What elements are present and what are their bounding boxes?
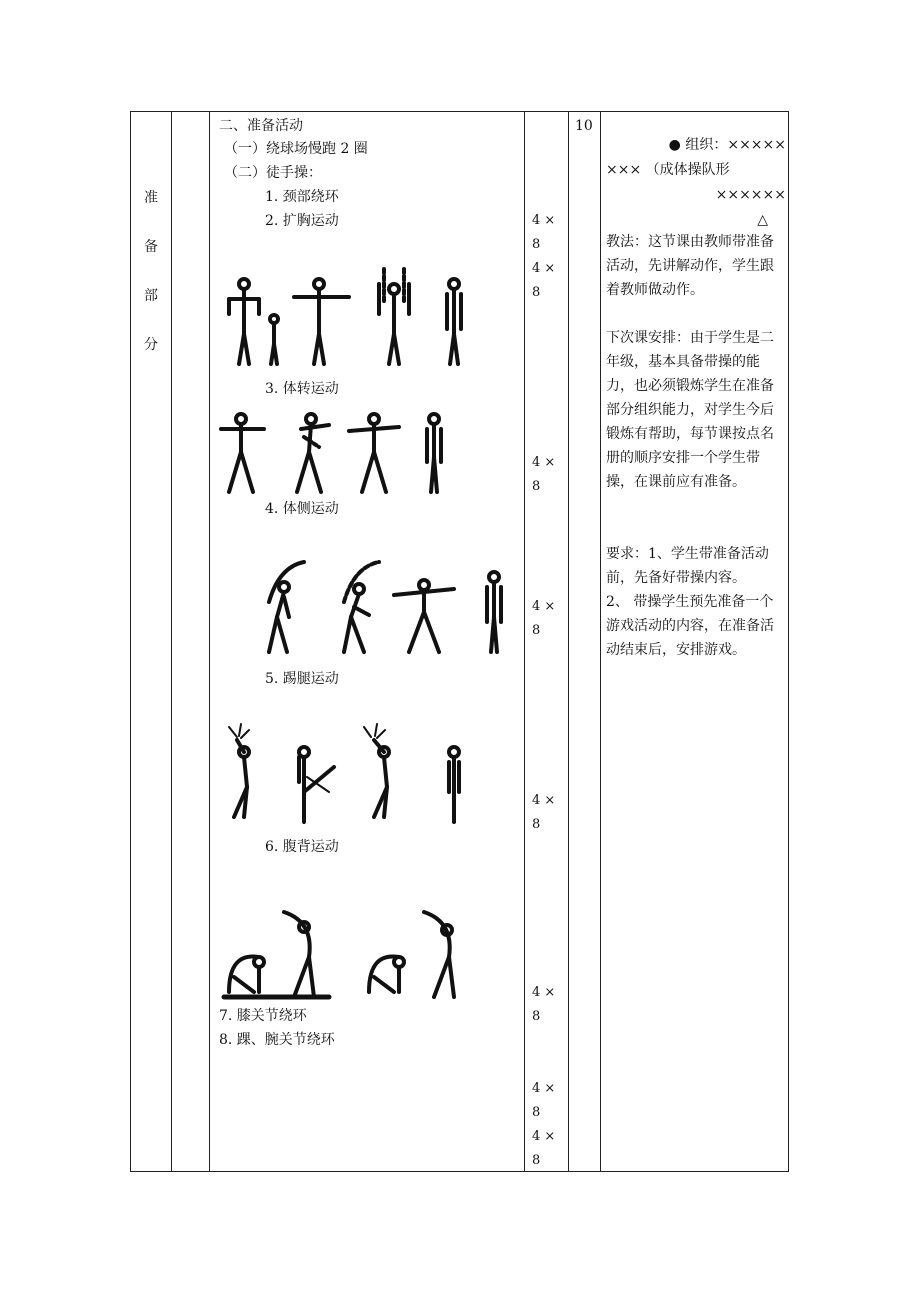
count-label [532,1125,568,1173]
jog-item: （一）绕球场慢跑 2 圈 [224,141,368,157]
teacher-symbol: △ [757,212,768,228]
count-value: 4 × [532,985,556,1000]
count-value: 8 [532,817,541,832]
count-value: 8 [532,479,541,494]
next-lesson-note: 下次课安排：由于学生是二年级，基本具备带操的能力，也必须锻炼学生在准备部分组织能力，对学生今后锻炼有帮助，每节课按点名册的顺序安排一个学生带操，在课前应有准备。 [606,330,774,490]
requirement-note: 2、 带操学生预先准备一个游戏活动的内容，在准备活动结束后，安排游戏。 [606,594,774,658]
organization-line: ×××××× [715,187,786,203]
organization-line: ××× （成体操队形 [606,162,730,178]
section-label-char: 部 [144,288,158,304]
chest-expansion-figures [219,264,469,374]
exercise-item: 8. 踝、腕关节绕环 [219,1032,335,1048]
requirement-note: 要求：1、学生带准备活动前，先备好带操内容。 [606,546,769,586]
teaching-method-note: 教法：这节课由教师带准备活动，先讲解动作，学生跟着教师做动作。 [606,234,774,298]
column-divider [568,112,569,1171]
exercise-item: 6. 腹背运动 [265,839,339,855]
column-divider [209,112,210,1171]
count-value: 8 [532,1009,541,1024]
activity-title: 二、准备活动 [219,118,303,134]
exercise-item: 3. 体转运动 [265,381,339,397]
time-minutes: 10 [575,118,593,134]
organization-line: ● 组织：××××× [668,137,786,153]
column-divider [524,112,525,1171]
count-value: 4 × [532,599,556,614]
exercise-item: 7. 膝关节绕环 [219,1008,307,1024]
count-label [532,209,568,257]
leg-kick-figures [219,722,469,832]
exercise-item: 2. 扩胸运动 [265,213,339,229]
column-divider [600,112,601,1171]
side-bend-figures [259,557,509,657]
count-value: 8 [532,237,541,252]
count-value: 4 × [532,261,556,276]
count-value: 8 [532,285,541,300]
count-value: 8 [532,1105,541,1120]
freehand-heading: （二）徒手操： [224,165,322,181]
count-value: 8 [532,623,541,638]
count-value: 4 × [532,455,556,470]
count-label [532,789,568,837]
count-value: 4 × [532,1081,556,1096]
exercise-item: 4. 体侧运动 [265,501,339,517]
lesson-table [130,111,789,1172]
exercise-item: 1. 颈部绕环 [265,189,339,205]
count-label [532,595,568,643]
column-divider [171,112,172,1171]
section-label-char: 分 [144,337,158,353]
organization-block [606,133,786,233]
count-value: 4 × [532,1129,556,1144]
section-label-char: 准 [144,190,158,206]
count-value: 8 [532,1153,541,1168]
count-value: 4 × [532,793,556,808]
count-label [532,981,568,1029]
trunk-rotation-figures [219,407,459,497]
count-label [532,257,568,305]
exercise-item: 5. 踢腿运动 [265,671,339,687]
section-label-char: 备 [144,239,158,255]
abdomen-back-figures [219,902,469,1002]
count-label [532,451,568,499]
count-label [532,1077,568,1125]
count-value: 4 × [532,213,556,228]
